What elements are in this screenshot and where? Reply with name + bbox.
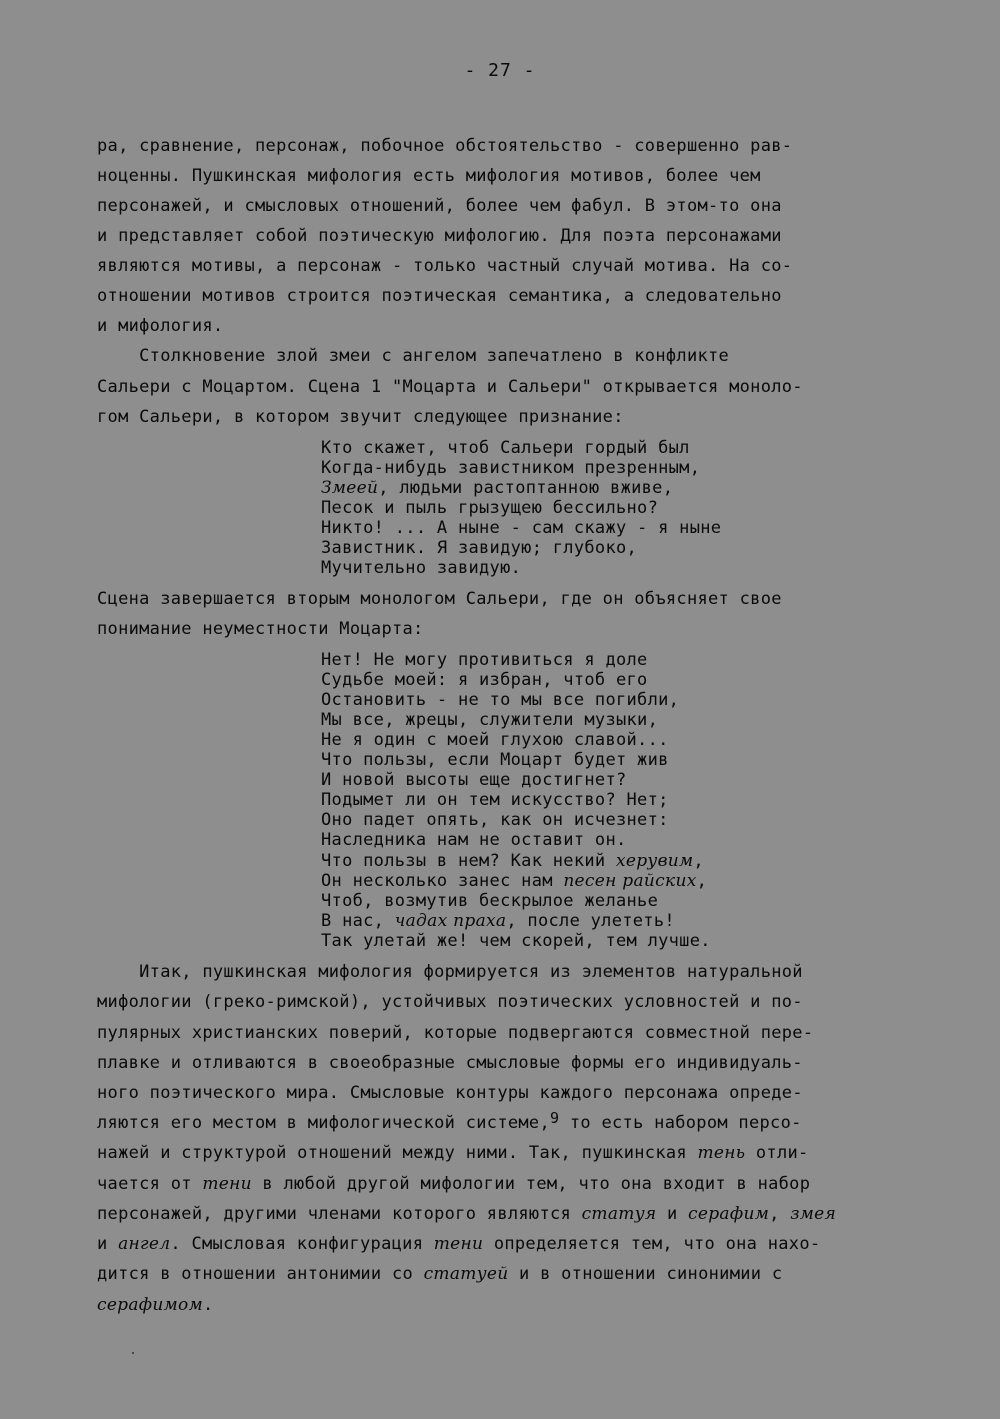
italic-word: тени <box>202 1174 252 1194</box>
text-line: ноценны. Пушкинская мифология есть мифология мотивов, более чем <box>97 166 761 186</box>
text-line: дится в отношении антонимии со статуей и в отношении синонимии с <box>97 1264 783 1284</box>
text-line: ляются его местом в мифологической системе,$^9$ то есть набором персо- <box>97 1109 802 1133</box>
text-line: и представляет собой поэтическую мифологию. Для поэта персонажами <box>97 226 782 246</box>
text-line: Столкновение злой змеи с ангелом запечатлено в конфликте <box>97 346 730 366</box>
scan-speck <box>132 1352 134 1354</box>
text-line: нажей и структурой отношений между ними. Так, пушкинская тень отли- <box>97 1143 809 1163</box>
text-line: ра, сравнение, персонаж, побочное обстоятельство - совершенно рав- <box>97 136 793 156</box>
page-number: - 27 - <box>464 60 536 81</box>
text-line: серафимом. <box>97 1295 214 1315</box>
italic-word: тени <box>433 1234 484 1254</box>
verse-line: Чтоб, возмутив бескрылое желанье <box>321 891 659 911</box>
text-line: гом Сальери, в котором звучит следующее признание: <box>97 407 624 427</box>
verse-line: Кто скажет, чтоб Сальери гордый был <box>321 438 690 458</box>
italic-word: Змеей <box>321 478 379 498</box>
text-line: персонажей, и смысловых отношений, более чем фабул. В этом-то она <box>97 196 782 216</box>
verse-line: Никто! ... А ныне - сам скажу - я ныне <box>321 518 722 538</box>
verse-line: Оно падет опять, как он исчезнет: <box>321 810 669 830</box>
verse-line: Мучительно завидую. <box>321 558 522 578</box>
verse-line: Что пользы, если Моцарт будет жив <box>321 750 669 770</box>
text-line: персонажей, другими членами которого являются статуя и серафим, змея <box>97 1204 837 1224</box>
verse-line: Не я один с моей глухою славой... <box>321 730 669 750</box>
italic-word: тень <box>697 1143 746 1163</box>
text-line: мифологии (греко-римской), устойчивых поэтических условностей и по- <box>97 992 803 1012</box>
text-line: являются мотивы, а персонаж - только частный случай мотива. На со- <box>97 256 793 276</box>
text-line: плавке и отливаются в своеобразные смысловые формы его индивидуаль- <box>97 1053 803 1073</box>
verse-line: В нас, чадах праха, после улететь! <box>321 911 675 931</box>
text-line: отношении мотивов строится поэтическая семантика, а следовательно <box>97 286 782 306</box>
verse-line: Когда-нибудь завистником презренным, <box>321 458 701 478</box>
verse-line: Песок и пыль грызущею бессильно? <box>321 498 659 518</box>
text-line: ного поэтического мира. Смысловые контуры каждого персонажа опреде- <box>97 1083 803 1103</box>
italic-word: статуей <box>423 1264 509 1284</box>
verse-line: Подымет ли он тем искусство? Нет; <box>321 790 669 810</box>
italic-word: статуя <box>581 1204 657 1224</box>
footnote-marker: 9 <box>550 1109 560 1127</box>
text-line: чается от тени в любой другой мифологии тем, что она входит в набор <box>97 1174 811 1194</box>
italic-word: ангел <box>118 1234 171 1254</box>
verse-line: Завистник. Я завидую; глубоко, <box>321 538 638 558</box>
text-line: пулярных христианских поверий, которые подвергаются совместной пере- <box>97 1023 814 1043</box>
italic-word: змея <box>790 1204 837 1224</box>
text-line: Сальери с Моцартом. Сцена 1 "Моцарта и Сальери" открывается моноло- <box>97 377 803 397</box>
text-line: Итак, пушкинская мифология формируется из элементов натуральной <box>97 962 803 982</box>
verse-line: Нет! Не могу противиться я доле <box>321 650 648 670</box>
verse-line: И новой высоты еще достигнет? <box>321 770 627 790</box>
text-line: понимание неуместности Моцарта: <box>97 619 424 639</box>
text-line: и мифология. <box>97 316 224 336</box>
text-line: Сцена завершается вторым монологом Сальери, где он объясняет свое <box>97 589 782 609</box>
verse-line: Так улетай же! чем скорей, тем лучше. <box>321 931 711 951</box>
italic-word: песен райских <box>563 871 697 891</box>
italic-word: херувим <box>615 851 694 871</box>
text-line: и ангел. Смысловая конфигурация тени определяется тем, что она нахо- <box>97 1234 821 1254</box>
italic-word: серафимом <box>97 1295 203 1315</box>
verse-line: Судьбе моей: я избран, чтоб его <box>321 670 648 690</box>
verse-line: Змеей, людьми растоптанною вживе, <box>321 478 674 498</box>
verse-line: Остановить - не то мы все погибли, <box>321 690 680 710</box>
verse-line: Он несколько занес нам песен райских, <box>321 871 708 891</box>
italic-word: чадах праха <box>394 911 507 931</box>
verse-line: Что пользы в нем? Как некий херувим, <box>321 851 704 871</box>
verse-line: Наследника нам не оставит он. <box>321 830 627 850</box>
italic-word: серафим <box>688 1204 770 1224</box>
verse-line: Мы все, жрецы, служители музыки, <box>321 710 659 730</box>
